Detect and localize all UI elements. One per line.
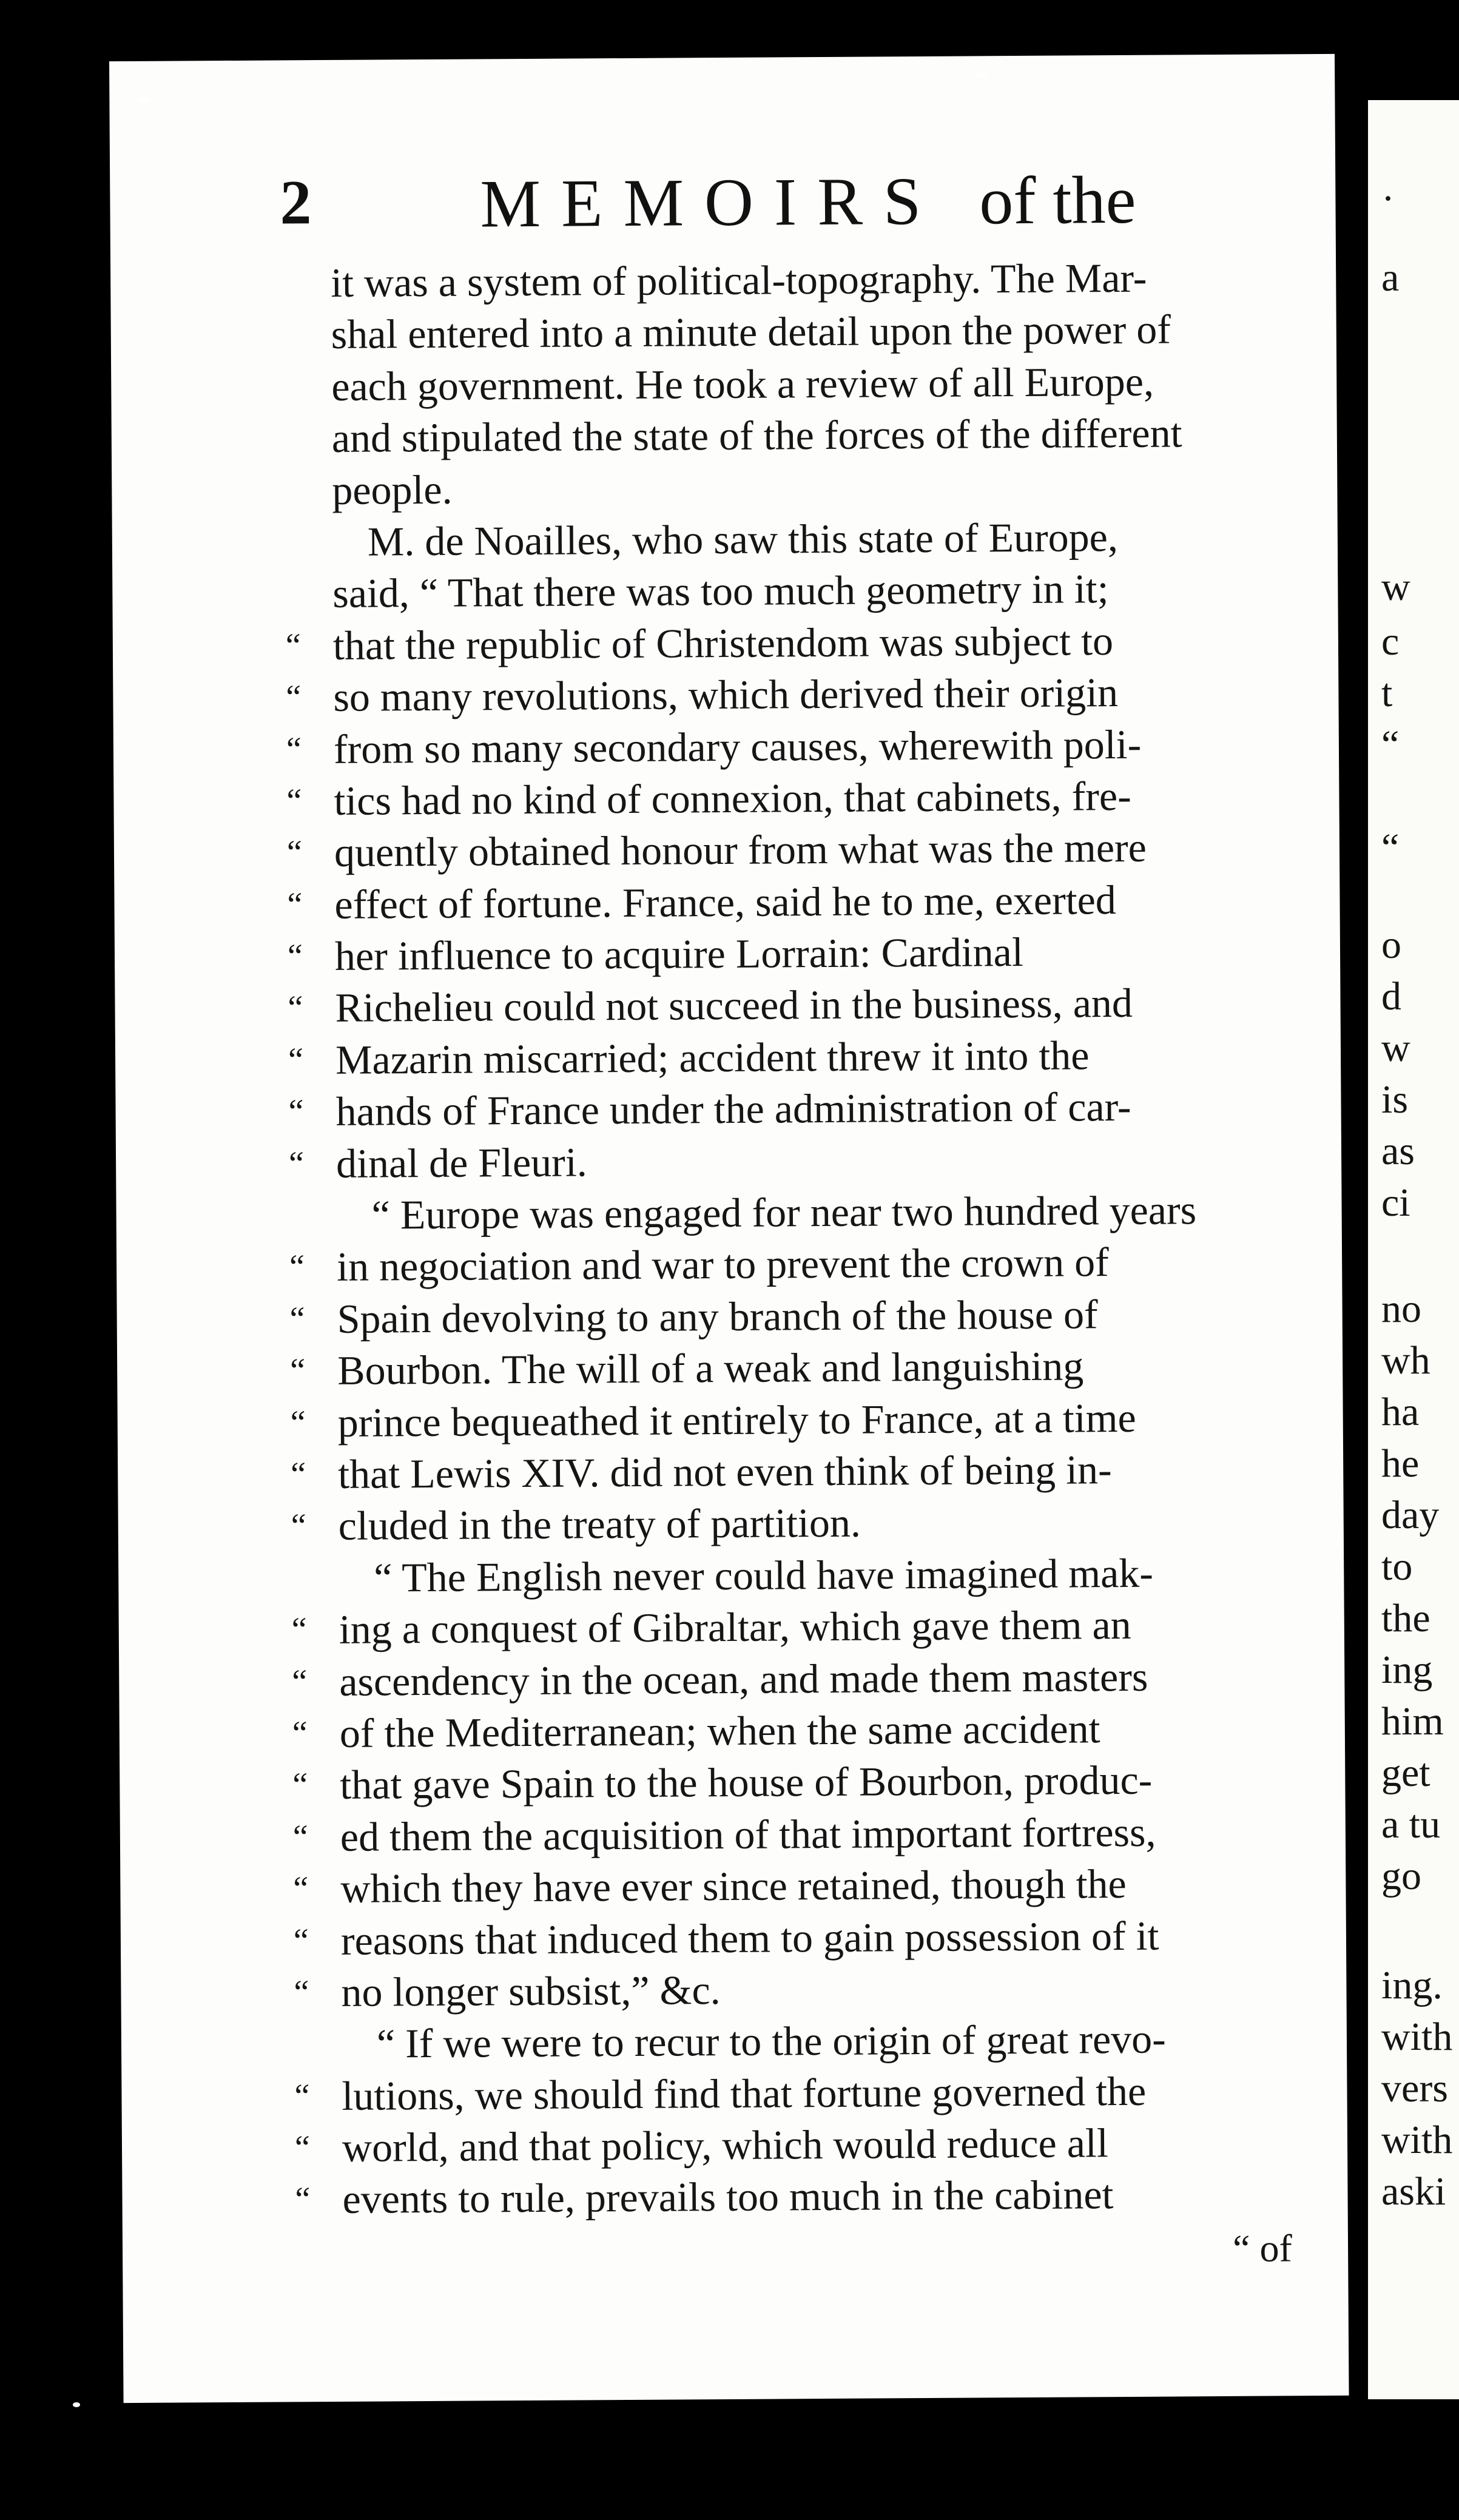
adjacent-page-fragment: c bbox=[1381, 619, 1400, 664]
line-text: of the Mediterranean; when the same accident bbox=[339, 1705, 1100, 1756]
line-text: her influence to acquire Lorrain: Cardinal bbox=[334, 929, 1023, 980]
text-line bbox=[289, 1131, 1349, 1190]
text-line bbox=[292, 1597, 1349, 1656]
page-header bbox=[280, 160, 1324, 246]
adjacent-page-fragment: ing. bbox=[1381, 1963, 1443, 2007]
quote-mark: “ bbox=[292, 1766, 308, 1804]
line-text: events to rule, prevails too much in the cabinet bbox=[342, 2171, 1114, 2223]
text-line bbox=[290, 1338, 1349, 1397]
line-text: M. de Noailles, who saw this state of Europe, bbox=[367, 513, 1119, 565]
text-line bbox=[287, 820, 1349, 879]
text-line bbox=[294, 2012, 1349, 2070]
quote-mark: “ bbox=[288, 1144, 305, 1183]
line-text: quently obtained honour from what was the mere bbox=[334, 824, 1147, 876]
quote-mark: “ bbox=[291, 1455, 306, 1494]
line-text: “ If we were to recur to the origin of great revo- bbox=[376, 2015, 1167, 2067]
quote-mark: “ bbox=[286, 730, 302, 768]
adjacent-page-fragment: vers bbox=[1381, 2066, 1448, 2111]
quote-mark: “ bbox=[295, 2180, 311, 2218]
line-text: “ Europe was engaged for near two hundred years bbox=[371, 1187, 1197, 1238]
adjacent-page-fragment: him bbox=[1381, 1699, 1444, 1743]
running-title-tail: of the bbox=[979, 162, 1136, 239]
adjacent-page-fragment: w bbox=[1381, 1026, 1410, 1070]
quote-mark: “ bbox=[292, 1818, 308, 1856]
line-text: tics had no kind of connexion, that cabinets, fre- bbox=[334, 772, 1131, 824]
quote-mark: “ bbox=[292, 1714, 308, 1753]
scan-speck bbox=[977, 73, 986, 78]
text-line bbox=[293, 1856, 1349, 1915]
adjacent-page-fragment: get bbox=[1381, 1751, 1430, 1795]
line-text: in negociation and war to prevent the crown of bbox=[336, 1239, 1110, 1290]
quote-mark: “ bbox=[288, 989, 303, 1027]
text-line bbox=[286, 716, 1349, 775]
adjacent-page-fragment: d bbox=[1381, 974, 1401, 1019]
adjacent-page-fragment: as bbox=[1381, 1129, 1415, 1173]
text-line bbox=[293, 1804, 1349, 1863]
line-text: that gave Spain to the house of Bourbon, produc- bbox=[340, 1757, 1153, 1808]
quote-mark: “ bbox=[289, 1248, 305, 1286]
body-text bbox=[283, 251, 1349, 2226]
line-text: Richelieu could not succeed in the business, and bbox=[335, 980, 1133, 1031]
line-text: hands of France under the administration of car- bbox=[335, 1083, 1131, 1135]
running-title bbox=[480, 161, 1136, 244]
line-text: ing a conquest of Gibraltar, which gave them an bbox=[339, 1602, 1131, 1653]
page-number: 2 bbox=[280, 167, 312, 238]
line-text: which they have ever since retained, though the bbox=[340, 1861, 1127, 1912]
line-text: and stipulated the state of the forces of the different bbox=[331, 409, 1182, 462]
adjacent-page-fragment: ci bbox=[1381, 1181, 1410, 1225]
quote-mark: “ bbox=[294, 1973, 309, 2012]
line-text: lutions, we should find that fortune governed the bbox=[342, 2067, 1147, 2119]
text-line bbox=[291, 1442, 1349, 1501]
text-line bbox=[295, 2115, 1349, 2174]
quote-mark: “ bbox=[288, 1093, 304, 1131]
quote-mark: “ bbox=[293, 1870, 309, 1908]
text-line bbox=[291, 1494, 1349, 1552]
line-text: that Lewis XIV. did not even think of being in- bbox=[338, 1446, 1112, 1497]
adjacent-page-fragment: with bbox=[1381, 2015, 1453, 2059]
text-line bbox=[288, 1079, 1349, 1138]
adjacent-page-fragment: t bbox=[1381, 671, 1393, 715]
text-line bbox=[286, 613, 1349, 672]
text-line bbox=[287, 872, 1349, 931]
line-text: that the republic of Christendom was subject to bbox=[332, 617, 1114, 669]
text-line bbox=[286, 665, 1349, 724]
text-line bbox=[289, 1287, 1349, 1346]
adjacent-page-fragment: · bbox=[1381, 177, 1395, 221]
line-text: Spain devolving to any branch of the house of bbox=[337, 1291, 1098, 1342]
text-line bbox=[294, 1908, 1349, 1967]
quote-mark: “ bbox=[289, 1300, 305, 1338]
line-text: it was a system of political-topography. The Mar- bbox=[331, 254, 1147, 306]
quote-mark: “ bbox=[286, 678, 302, 716]
text-line bbox=[285, 510, 1349, 568]
line-text: Bourbon. The will of a weak and languishing bbox=[337, 1343, 1084, 1394]
adjacent-page-fragment: to bbox=[1381, 1545, 1413, 1589]
text-line bbox=[294, 2063, 1349, 2122]
adjacent-page-fragment: w bbox=[1381, 565, 1410, 609]
line-text: people. bbox=[332, 466, 453, 513]
adjacent-page-fragment: go bbox=[1381, 1854, 1421, 1898]
adjacent-page-edge bbox=[1368, 100, 1459, 2399]
line-text: reasons that induced them to gain possession of it bbox=[340, 1912, 1159, 1964]
text-line bbox=[285, 561, 1349, 620]
quote-mark: “ bbox=[291, 1507, 306, 1545]
catchword: “ of bbox=[1232, 2226, 1293, 2271]
quote-mark: “ bbox=[293, 1921, 309, 1959]
adjacent-page-fragment: a tu bbox=[1381, 1802, 1441, 1847]
line-text: no longer subsist,” &c. bbox=[341, 1966, 721, 2015]
adjacent-page-fragment: no bbox=[1381, 1287, 1421, 1331]
quote-mark: “ bbox=[287, 885, 303, 924]
adjacent-page-fragment: “ bbox=[1381, 826, 1400, 870]
quote-mark: “ bbox=[285, 626, 301, 665]
quote-mark: “ bbox=[286, 782, 302, 820]
line-text: effect of fortune. France, said he to me, exerted bbox=[334, 876, 1117, 928]
line-text: dinal de Fleuri. bbox=[335, 1139, 587, 1187]
line-text: so many revolutions, which derived their origin bbox=[333, 669, 1119, 721]
text-line bbox=[289, 1183, 1349, 1242]
text-line bbox=[286, 769, 1349, 827]
quote-mark: “ bbox=[287, 937, 303, 975]
adjacent-page-fragment: ha bbox=[1381, 1390, 1420, 1434]
line-text: ascendency in the ocean, and made them masters bbox=[339, 1653, 1148, 1705]
line-text: each government. He took a review of all Europe, bbox=[331, 358, 1154, 409]
text-line bbox=[285, 406, 1349, 465]
adjacent-page-fragment: wh bbox=[1381, 1338, 1430, 1383]
text-line bbox=[288, 924, 1349, 983]
quote-mark: “ bbox=[292, 1662, 308, 1700]
line-text: ed them the acquisition of that important fortress, bbox=[340, 1808, 1156, 1860]
adjacent-page-fragment: a bbox=[1381, 255, 1400, 300]
line-text: from so many secondary causes, wherewith poli- bbox=[333, 721, 1142, 772]
book-page bbox=[109, 54, 1349, 2403]
adjacent-page-fragment: aski bbox=[1381, 2169, 1446, 2214]
text-line bbox=[295, 2167, 1349, 2226]
adjacent-page-fragment: he bbox=[1381, 1441, 1420, 1486]
text-line bbox=[289, 1235, 1349, 1293]
adjacent-page-fragment: o bbox=[1381, 923, 1401, 967]
text-line bbox=[288, 1028, 1349, 1086]
text-line bbox=[294, 1960, 1349, 2019]
running-title-main: MEMOIRS bbox=[480, 163, 942, 242]
scan-speck bbox=[73, 2402, 80, 2407]
text-line bbox=[283, 251, 1349, 309]
text-line bbox=[292, 1753, 1349, 1811]
adjacent-page-fragment: is bbox=[1381, 1077, 1409, 1122]
line-text: world, and that policy, which would reduce all bbox=[342, 2120, 1108, 2171]
line-text: cluded in the treaty of partition. bbox=[338, 1500, 861, 1549]
adjacent-page-fragment: the bbox=[1381, 1596, 1430, 1640]
text-line bbox=[284, 354, 1349, 413]
line-text: “ The English never could have imagined mak- bbox=[374, 1549, 1154, 1601]
adjacent-page-fragment: with bbox=[1381, 2118, 1453, 2162]
text-line bbox=[291, 1546, 1349, 1605]
adjacent-page-fragment: ing bbox=[1381, 1648, 1433, 1692]
text-line bbox=[290, 1390, 1349, 1449]
adjacent-page-fragment: day bbox=[1381, 1493, 1440, 1537]
text-line bbox=[288, 975, 1349, 1034]
quote-mark: “ bbox=[290, 1352, 306, 1390]
text-line bbox=[285, 457, 1349, 516]
line-text: prince bequeathed it entirely to France, at a time bbox=[337, 1394, 1136, 1446]
text-line bbox=[292, 1701, 1349, 1760]
line-text: Mazarin miscarried; accident threw it into the bbox=[335, 1032, 1090, 1083]
scan-speck bbox=[140, 97, 148, 103]
quote-mark: “ bbox=[294, 2077, 310, 2115]
line-text: said, “ That there was too much geometry in it; bbox=[332, 565, 1109, 617]
adjacent-page-fragment: “ bbox=[1381, 723, 1400, 767]
quote-mark: “ bbox=[291, 1611, 307, 1649]
quote-mark: “ bbox=[286, 834, 303, 872]
text-line bbox=[292, 1649, 1349, 1708]
text-line bbox=[284, 302, 1349, 361]
quote-mark: “ bbox=[290, 1403, 306, 1441]
quote-mark: “ bbox=[288, 1041, 304, 1079]
quote-mark: “ bbox=[294, 2129, 311, 2167]
line-text: shal entered into a minute detail upon the power of bbox=[331, 306, 1171, 358]
